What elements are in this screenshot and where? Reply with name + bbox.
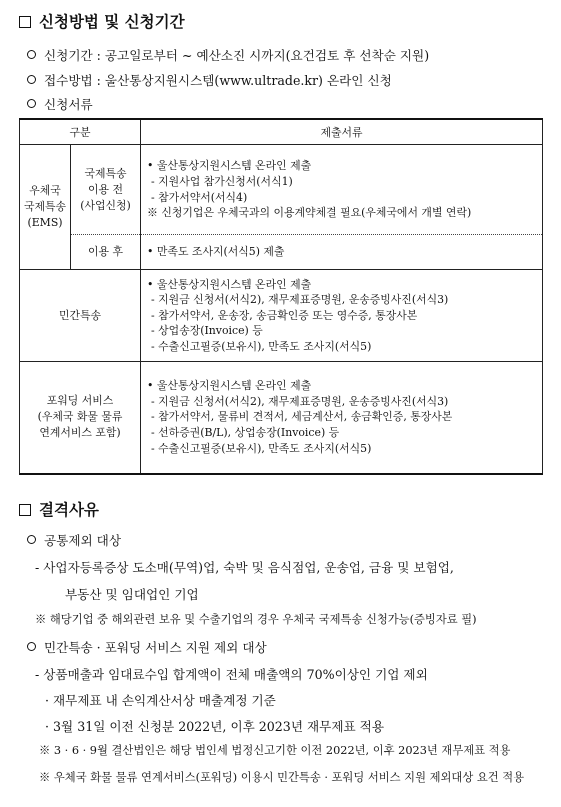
apply-period-item: [27, 45, 429, 64]
private-line-1: - 상품매출과 임대료수입 합계액이 전체 매출액의 70%이상인 기업 제외: [35, 667, 428, 682]
common-exclusion-item: [27, 530, 121, 549]
ems-label: 우체국 국제특송 (EMS): [20, 145, 71, 270]
list-item: - 참가서약서(서식4): [151, 190, 248, 204]
note-1: ※ 3 · 6 · 9월 결산법인은 해당 법인세 법정신고기한 이전 2022년, 이후 2023년 재무제표 적용: [39, 744, 511, 757]
square-bullet-icon: [19, 504, 31, 516]
table-header-row: [20, 119, 543, 145]
table-row: [20, 235, 543, 270]
section2-heading: [19, 498, 99, 520]
section1-title: 신청방법 및 신청기간: [39, 13, 185, 31]
header-documents: 제출서류: [141, 119, 543, 145]
list-item: • 만족도 조사지(서식5) 제출: [147, 245, 285, 259]
common-line-2: 부동산 및 임대업인 기업: [65, 587, 199, 602]
private-label: 민간특송: [20, 270, 141, 362]
documents-table: [19, 118, 543, 475]
list-item: ※ 신청기업은 우체국과의 이용계약체결 필요(우체국에서 개별 연락): [147, 206, 472, 220]
private-line-3: · 3월 31일 이전 신청분 2022년, 이후 2023년 재무제표 적용: [45, 719, 384, 734]
common-exclusion-title: 공통제외 대상: [44, 533, 121, 548]
documents-item: [27, 94, 93, 113]
forwarding-label: 포워딩 서비스 (우체국 화물 물류 연계서비스 포함): [20, 362, 141, 474]
circle-bullet-icon: [27, 50, 36, 59]
forwarding-content: [141, 362, 543, 474]
circle-bullet-icon: [27, 75, 36, 84]
section2-title: 결격사유: [39, 501, 99, 519]
section1-heading: [19, 10, 185, 32]
list-item: • 울산통상지원시스템 온라인 제출: [147, 277, 312, 291]
list-item: - 수출신고필증(보유시), 만족도 조사지(서식5): [151, 441, 372, 455]
submission-method-item: [27, 70, 392, 89]
documents-text: 신청서류: [44, 97, 93, 112]
submission-method-text: 접수방법 : 울산통상지원시스템(www.ultrade.kr) 온라인 신청: [44, 73, 392, 88]
ems-after-label: 이용 후: [71, 235, 141, 270]
common-line-1: - 사업자등록증상 도소매(무역)업, 숙박 및 음식점업, 운송업, 금융 및 보험업,: [35, 560, 454, 575]
list-item: - 참가서약서, 물류비 견적서, 세금계산서, 송금확인증, 통장사본: [151, 410, 453, 424]
circle-bullet-icon: [27, 535, 36, 544]
private-exclusion-title: 민간특송 · 포워딩 서비스 지원 제외 대상: [44, 640, 267, 655]
ems-before-content: [141, 145, 543, 235]
list-item: - 지원사업 참가신청서(서식1): [151, 174, 293, 188]
circle-bullet-icon: [27, 99, 36, 108]
list-item: - 지원금 신청서(서식2), 재무제표증명원, 운송증빙사진(서식3): [151, 394, 449, 408]
list-item: - 참가서약서, 운송장, 송금확인증 또는 영수증, 통장사본: [151, 308, 418, 322]
table-row: [20, 270, 543, 362]
list-item: - 선하증권(B/L), 상업송장(Invoice) 등: [151, 426, 340, 440]
list-item: - 수출신고필증(보유시), 만족도 조사지(서식5): [151, 339, 372, 353]
private-exclusion-item: [27, 637, 267, 656]
private-line-2: · 재무제표 내 손익계산서상 매출계정 기준: [45, 693, 276, 708]
table-row: [20, 145, 543, 235]
square-bullet-icon: [19, 16, 31, 28]
circle-bullet-icon: [27, 642, 36, 651]
header-category: 구분: [20, 119, 141, 145]
apply-period-text: 신청기간 : 공고일로부터 ~ 예산소진 시까지(요건검토 후 선착순 지원): [44, 48, 430, 63]
common-note: ※ 해당기업 중 해외관련 보유 및 수출기업의 경우 우체국 국제특송 신청가능(증빙자료 필): [35, 613, 477, 626]
ems-after-content: [141, 235, 543, 270]
table-row: [20, 362, 543, 474]
private-content: [141, 270, 543, 362]
list-item: - 지원금 신청서(서식2), 재무제표증명원, 운송증빙사진(서식3): [151, 293, 449, 307]
note-2: ※ 우체국 화물 물류 연계서비스(포워딩) 이용시 민간특송 · 포워딩 서비스 지원 제외대상 요건 적용: [39, 771, 525, 784]
list-item: • 울산통상지원시스템 온라인 제출: [147, 379, 312, 393]
list-item: • 울산통상지원시스템 온라인 제출: [147, 159, 312, 173]
list-item: - 상업송장(Invoice) 등: [151, 324, 263, 338]
ems-before-label: 국제특송 이용 전 (사업신청): [71, 145, 141, 235]
